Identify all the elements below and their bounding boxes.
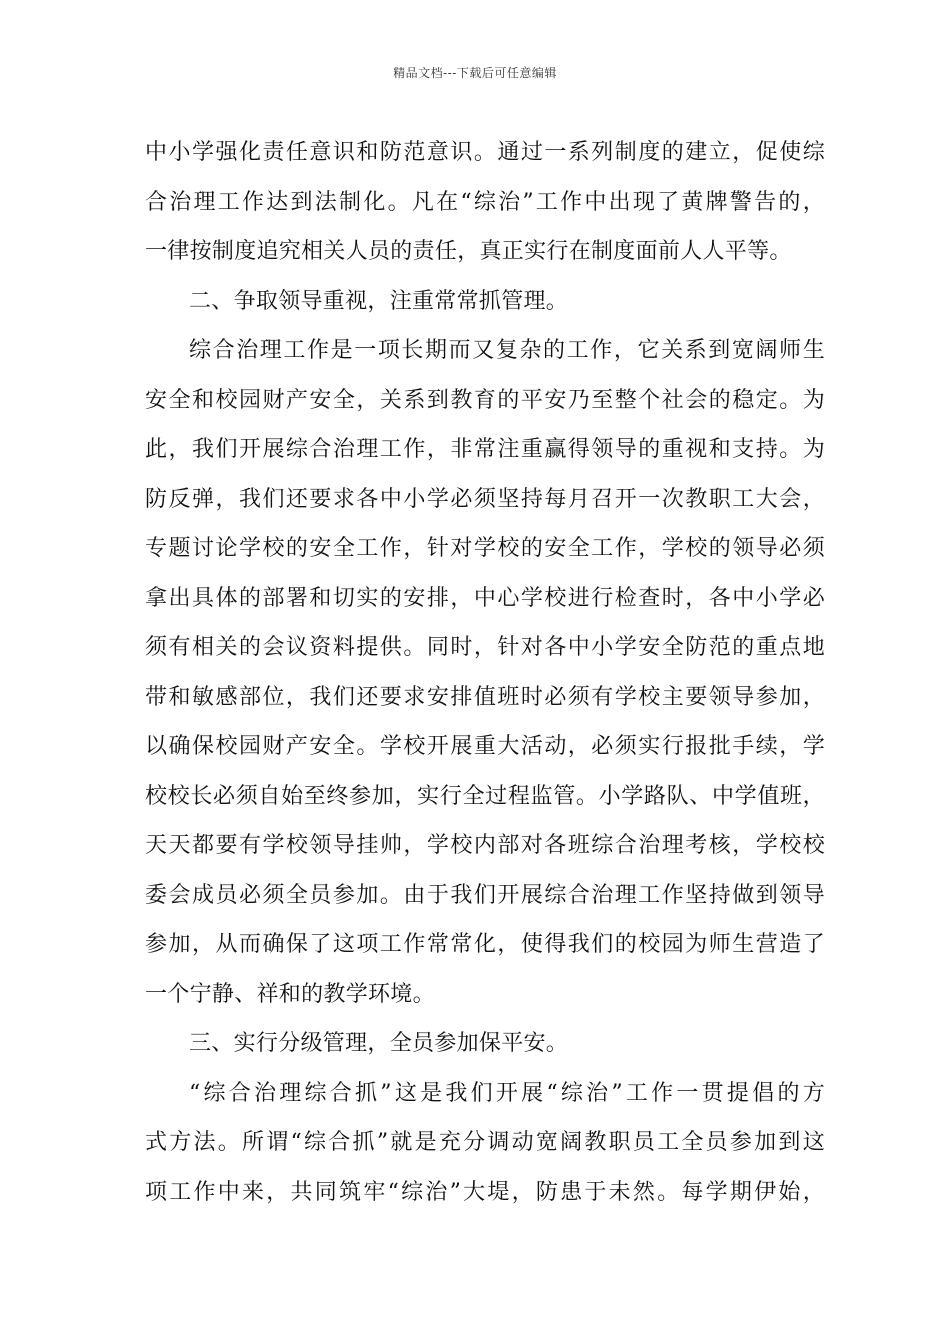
text-line: 带和敏感部位，我们还要求安排值班时必须有学校主要领导参加， [145, 684, 825, 710]
text-line: 合治理工作达到法制化。凡在“综治”工作中出现了黄牌警告的， [145, 189, 825, 215]
text-line: 委会成员必须全员参加。由于我们开展综合治理工作坚持做到领导 [145, 882, 825, 908]
text-line: 一律按制度追究相关人员的责任，真正实行在制度面前人人平等。 [145, 239, 792, 264]
text-line: 式方法。所谓“综合抓”就是充分调动宽阔教职员工全员参加到这 [145, 1130, 825, 1155]
section-heading: 三、实行分级管理，全员参加保平安。 [189, 1031, 569, 1056]
text-line: 以确保校园财产安全。学校开展重大活动，必须实行报批手续，学 [145, 734, 825, 759]
text-line: 项工作中来，共同筑牢“综治”大堤，防患于未然。每学期伊始， [145, 1179, 825, 1205]
text-line: 防反弹，我们还要求各中小学必须坚持每月召开一次教职工大会， [145, 486, 825, 512]
section-heading: 二、争取领导重视，注重常常抓管理。 [189, 288, 569, 314]
page-header: 精品文档---下载后可任意编辑 [393, 66, 557, 80]
text-line: 此，我们开展综合治理工作，非常注重赢得领导的重视和支持。为 [145, 437, 825, 462]
text-line: 一个宁静、祥和的教学环境。 [145, 981, 435, 1007]
text-line: 拿出具体的部署和切实的安排，中心学校进行检查时，各中小学必 [145, 585, 825, 611]
text-line: 安全和校园财产安全，关系到教育的平安乃至整个社会的稳定。为 [145, 387, 825, 413]
text-line: “综合治理综合抓”这是我们开展“综治”工作一贯提倡的方 [189, 1080, 825, 1106]
text-line: 须有相关的会议资料提供。同时，针对各中小学安全防范的重点地 [145, 635, 825, 660]
text-line: 参加，从而确保了这项工作常常化，使得我们的校园为师生营造了 [145, 932, 825, 957]
text-line: 综合治理工作是一项长期而又复杂的工作，它关系到宽阔师生 [189, 338, 825, 363]
text-line: 天天都要有学校领导挂帅，学校内部对各班综合治理考核，学校校 [145, 833, 825, 858]
text-line: 专题讨论学校的安全工作，针对学校的安全工作，学校的领导必须 [145, 536, 825, 561]
text-line: 中小学强化责任意识和防范意识。通过一系列制度的建立，促使综 [145, 140, 825, 165]
text-line: 校校长必须自始至终参加，实行全过程监管。小学路队、中学值班， [145, 783, 825, 809]
document-body [145, 128, 825, 1217]
